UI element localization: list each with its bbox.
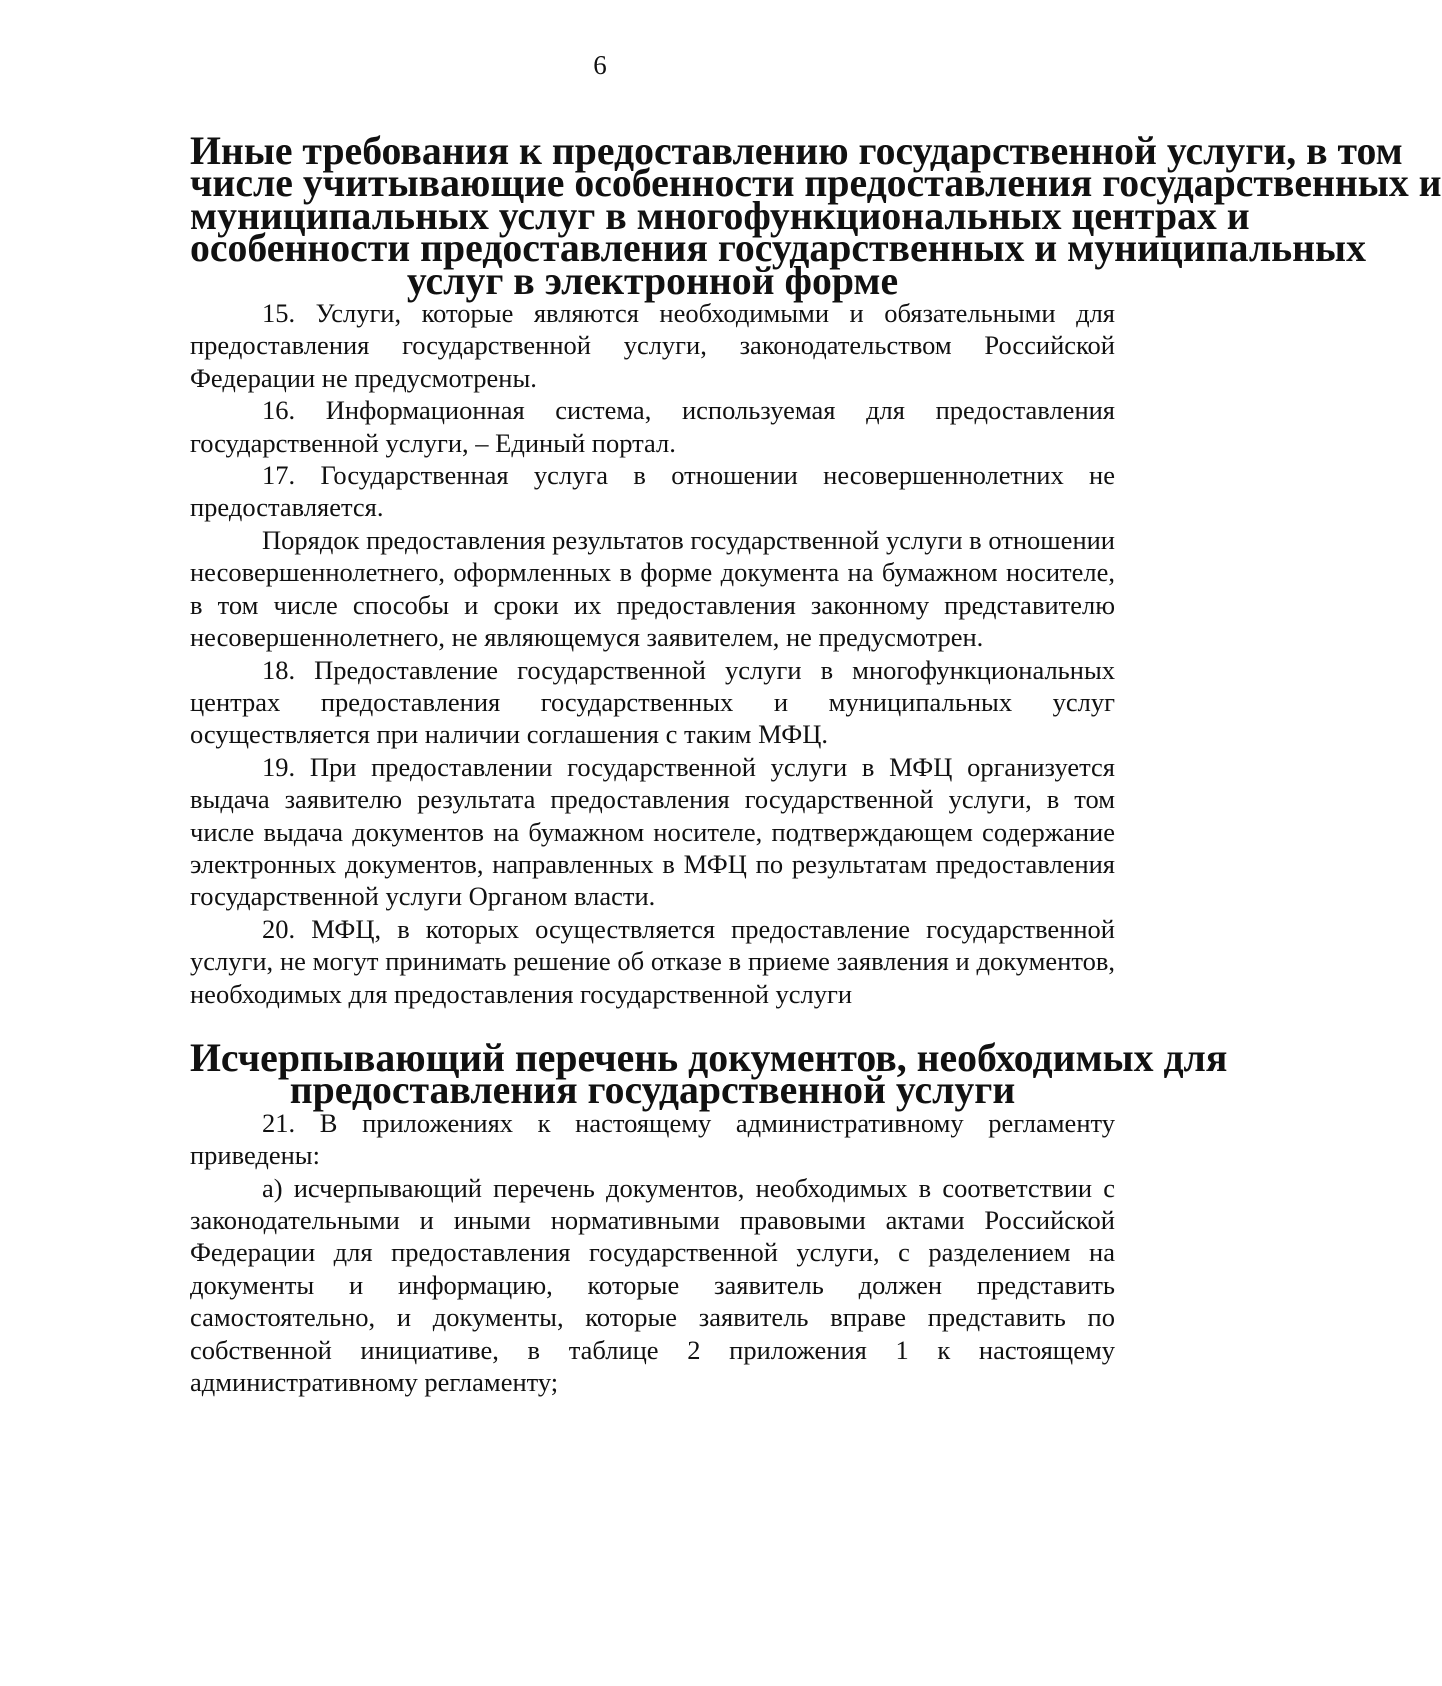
heading-line: предоставления государственной услуги <box>289 1068 1016 1113</box>
paragraph-16: 16. Информационная система, используемая для предоставления государственной услуги, – Единый портал. <box>190 395 1115 458</box>
section-heading-other-requirements <box>190 129 1442 303</box>
section-heading-documents-list <box>190 1035 1228 1113</box>
paragraph-20: 20. МФЦ, в которых осуществляется предоставление государственной услуги, не могут принимать решение об отказе в приеме заявления и документов, необходимых для предоставления государственной услуги <box>190 913 1115 1009</box>
heading-line: муниципальных услуг в многофункциональных центрах и <box>190 193 1250 238</box>
heading-line: особенности предоставления государственных и муниципальных <box>190 226 1366 271</box>
paragraph-17: 17. Государственная услуга в отношении несовершеннолетних не предоставляется. <box>190 460 1115 523</box>
paragraph-17-order: Порядок предоставления результатов государственной услуги в отношении несовершеннолетнего, оформленных в форме документа на бумажном носителе, в том числе способы и сроки их предоставления законному представителю несовершеннолетнего, не являющемуся заявителем, не предусмотрен. <box>190 524 1115 653</box>
paragraph-18: 18. Предоставление государственной услуги в многофункциональных центрах предоставления государственных и муниципальных услуг осуществляется при наличии соглашения с таким МФЦ. <box>190 654 1115 750</box>
page-number: 6 <box>593 50 607 80</box>
paragraph-15: 15. Услуги, которые являются необходимыми и обязательными для предоставления государственной услуги, законодательством Российской Федерации не предусмотрены. <box>190 298 1115 393</box>
heading-line: услуг в электронной форме <box>406 258 899 303</box>
paragraph-21: 21. В приложениях к настоящему административному регламенту приведены: <box>190 1107 1115 1171</box>
heading-line: Исчерпывающий перечень документов, необходимых для <box>190 1035 1228 1080</box>
paragraph-19: 19. При предоставлении государственной услуги в МФЦ организуется выдача заявителю результата предоставления государственной услуги, в том числе выдача документов на бумажном носителе, подтверждающем содержание электронных документов, направленных в МФЦ по результатам предоставления государственной услуги Органом власти. <box>190 751 1115 912</box>
heading-line: Иные требования к предоставлению государственной услуги, в том <box>190 129 1403 173</box>
document-body <box>190 129 1442 1398</box>
paragraph-21-a: а) исчерпывающий перечень документов, необходимых в соответствии с законодательными и иными нормативными правовыми актами Российской Федерации для предоставления государственной услуги, с разделением на документы и информацию, которые заявитель должен представить самостоятельно, и документы, которые заявитель вправе представить по собственной инициативе, в таблице 2 приложения 1 к настоящему административному регламенту; <box>190 1172 1115 1398</box>
heading-line: числе учитывающие особенности предоставления государственных и <box>190 161 1442 206</box>
